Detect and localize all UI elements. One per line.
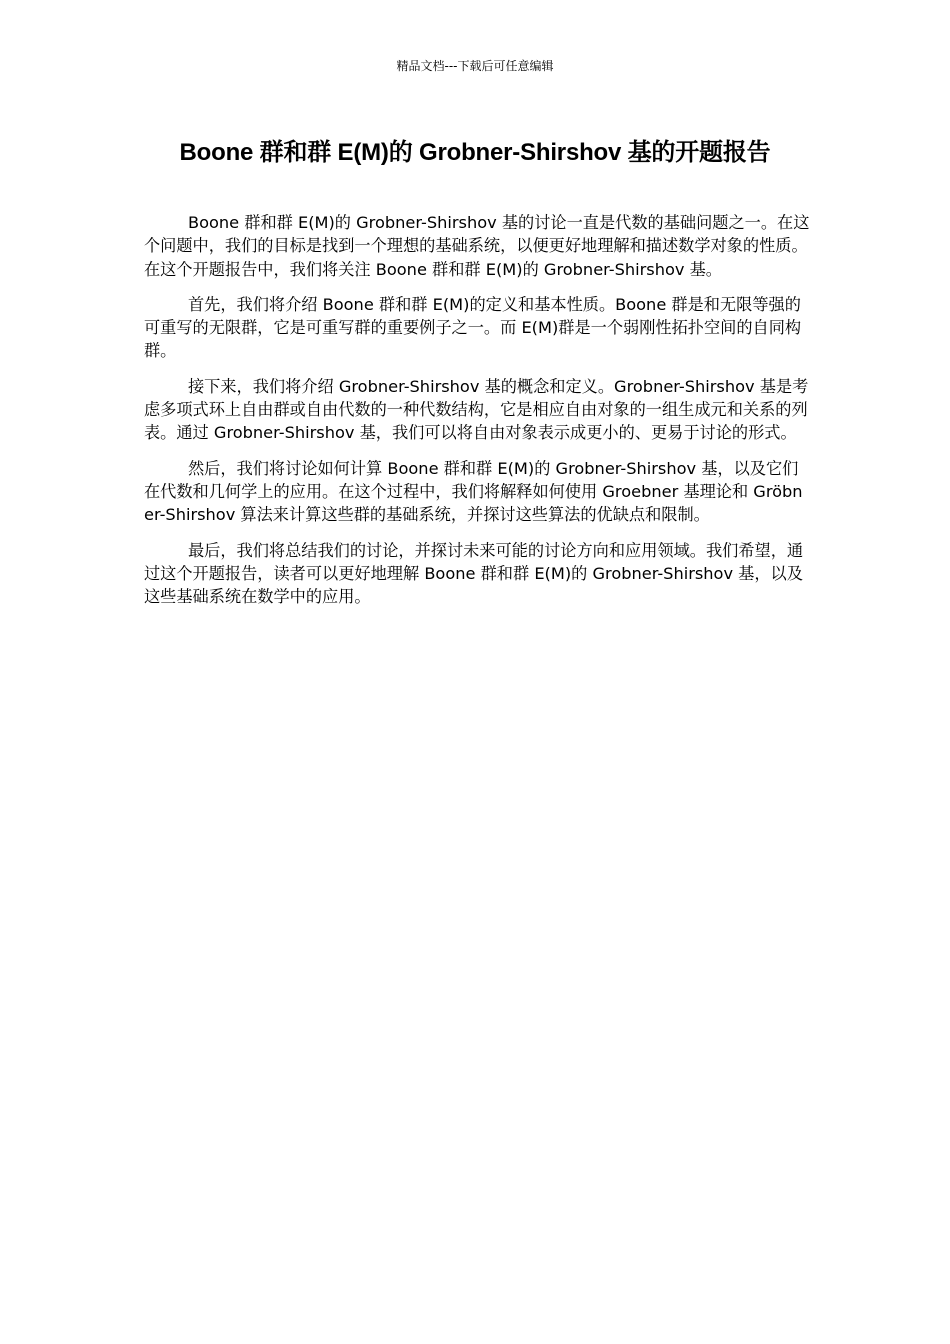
- paragraph-computation: 然后，我们将讨论如何计算 Boone 群和群 E(M)的 Grobner-Shirshov 基，以及它们在代数和几何学上的应用。在这个过程中，我们将解释如何使用 Groebner 基理论和 Gröbner-Shirshov 算法来计算这些群的基础系统，并探讨这些算法的优缺点和限制。: [144, 458, 803, 525]
- paragraph-gs-basis: 接下来，我们将介绍 Grobner-Shirshov 基的概念和定义。Grobner-Shirshov 基是考虑多项式环上自由群或自由代数的一种代数结构，它是相应自由对象的一组生成元和关系的列表。通过 Grobner-Shirshov 基，我们可以将自由对象表示成更小的、更易于讨论的形式。: [144, 376, 809, 443]
- header-note: 精品文档---下载后可任意编辑: [396, 59, 554, 73]
- paragraph-conclusion: 最后，我们将总结我们的讨论，并探讨未来可能的讨论方向和应用领域。我们希望，通过这个开题报告，读者可以更好地理解 Boone 群和群 E(M)的 Grobner-Shirshov 基，以及这些基础系统在数学中的应用。: [144, 540, 804, 607]
- paragraph-definitions: 首先，我们将介绍 Boone 群和群 E(M)的定义和基本性质。Boone 群是和无限等强的可重写的无限群，它是可重写群的重要例子之一。而 E(M)群是一个弱刚性拓扑空间的自同构群。: [144, 294, 802, 361]
- document-title: Boone 群和群 E(M)的 Grobner-Shirshov 基的开题报告: [179, 139, 771, 166]
- paragraph-intro: Boone 群和群 E(M)的 Grobner-Shirshov 基的讨论一直是代数的基础问题之一。在这个问题中，我们的目标是找到一个理想的基础系统，以便更好地理解和描述数学对象的性质。在这个开题报告中，我们将关注 Boone 群和群 E(M)的 Grobner-Shirshov 基。: [144, 213, 810, 279]
- document-body: [144, 211, 812, 620]
